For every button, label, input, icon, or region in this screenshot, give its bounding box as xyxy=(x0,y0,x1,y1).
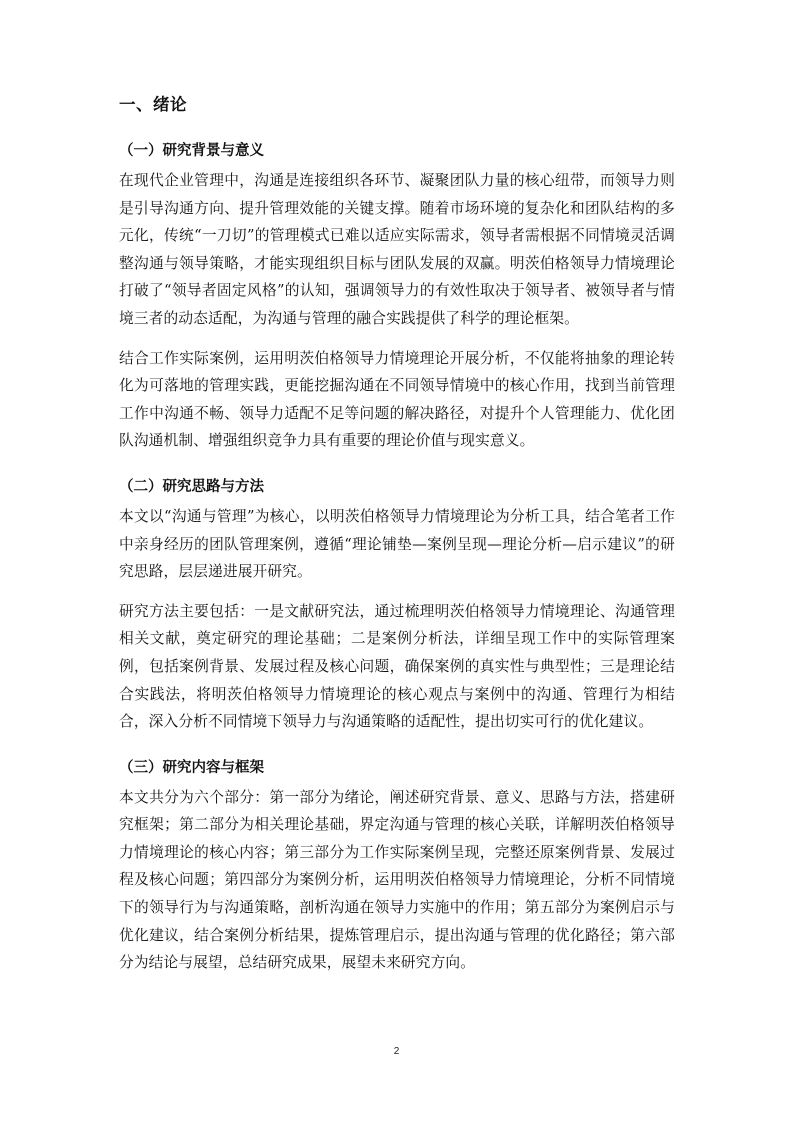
paragraph: 在现代企业管理中，沟通是连接组织各环节、凝聚团队力量的核心纽带，而领导力则是引导沟通方向、提升管理效能的关键支撑。随着市场环境的复杂化和团队结构的多元化，传统“一刀切”的管理模式已难以适应实际需求，领导者需根据不同情境灵活调整沟通与领导策略，才能实现组织目标与团队发展的双赢。明茨伯格领导力情境理论打破了“领导者固定风格”的认知，强调领导力的有效性取决于领导者、被领导者与情境三者的动态适配，为沟通与管理的融合实践提供了科学的理论框架。 xyxy=(119,172,675,327)
paragraph: 本文共分为六个部分：第一部分为绪论，阐述研究背景、意义、思路与方法，搭建研究框架；第二部分为相关理论基础，界定沟通与管理的核心关联，详解明茨伯格领导力情境理论的核心内容；第三部分为工作实际案例呈现，完整还原案例背景、发展过程及核心问题；第四部分为案例分析，运用明茨伯格领导力情境理论，分析不同情境下的领导行为与沟通策略，剖析沟通在领导力实施中的作用；第五部分为案例启示与优化建议，结合案例分析结果，提炼管理启示，提出沟通与管理的优化路径；第六部分为结论与展望，总结研究成果，展望未来研究方向。 xyxy=(119,788,675,972)
section-background xyxy=(119,139,675,455)
section-approach xyxy=(119,475,675,736)
paragraph: 结合工作实际案例，运用明茨伯格领导力情境理论开展分析，不仅能将抽象的理论转化为可落地的管理实践，更能挖掘沟通在不同领导情境中的核心作用，找到当前管理工作中沟通不畅、领导力适配不足等问题的解决路径，对提升个人管理能力、优化团队沟通机制、增强组织竞争力具有重要的理论价值与现实意义。 xyxy=(119,349,675,450)
paragraph: 研究方法主要包括：一是文献研究法，通过梳理明茨伯格领导力情境理论、沟通管理相关文献，奠定研究的理论基础；二是案例分析法，详细呈现工作中的实际管理案例，包括案例背景、发展过程及核心问题，确保案例的真实性与典型性；三是理论结合实践法，将明茨伯格领导力情境理论的核心观点与案例中的沟通、管理行为相结合，深入分析不同情境下领导力与沟通策略的适配性，提出切实可行的优化建议。 xyxy=(119,602,675,731)
paragraph: 本文以“沟通与管理”为核心，以明茨伯格领导力情境理论为分析工具，结合笔者工作中亲身经历的团队管理案例，遵循“理论铺垫—案例呈现—理论分析—启示建议”的研究思路，层层递进展开研究。 xyxy=(119,507,675,581)
section-heading: （一）研究背景与意义 xyxy=(119,143,264,159)
page-number: 2 xyxy=(393,1046,400,1057)
chapter-heading: 一、绪论 xyxy=(119,95,187,114)
section-heading: （二）研究思路与方法 xyxy=(119,478,264,495)
page-content xyxy=(119,93,675,997)
section-framework xyxy=(119,756,675,977)
section-heading: （三）研究内容与框架 xyxy=(119,759,264,776)
